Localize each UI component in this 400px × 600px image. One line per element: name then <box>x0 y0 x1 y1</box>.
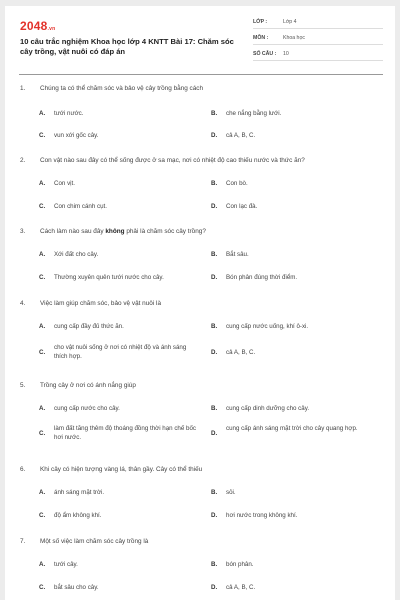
meta-row-subject <box>253 32 383 45</box>
question-number: 1. <box>20 85 26 92</box>
option-letter: B. <box>211 251 218 258</box>
option-letter: C. <box>39 430 46 437</box>
option-letter: D. <box>211 512 218 519</box>
question-number: 5. <box>20 382 26 389</box>
option-text: cung cấp dinh dưỡng cho cây. <box>226 405 310 412</box>
option-text: ánh sáng mặt trời. <box>54 489 105 496</box>
option-letter: A. <box>39 180 46 187</box>
question-number: 4. <box>20 300 26 307</box>
option-letter: D. <box>211 274 218 281</box>
meta-key: MÔN : <box>253 35 269 41</box>
meta-value: 10 <box>283 51 289 57</box>
option-text: độ ẩm không khí. <box>54 512 102 519</box>
option-letter: B. <box>211 405 218 412</box>
option-text: Con lạc đà. <box>226 203 258 210</box>
option-letter: C. <box>39 203 46 210</box>
option-text: Bón phân đúng thời điểm. <box>226 274 298 281</box>
meta-row-grade <box>253 16 383 29</box>
option-letter: D. <box>211 430 218 437</box>
meta-value: Lớp 4 <box>283 19 297 25</box>
meta-key: LỚP : <box>253 19 268 25</box>
option-letter: C. <box>39 512 46 519</box>
option-text: cung cấp đầy đủ thức ăn. <box>54 323 124 330</box>
option-text: cả A, B, C. <box>226 349 256 356</box>
option-text: Con vịt. <box>54 180 75 187</box>
option-text: cả A, B, C. <box>226 584 256 591</box>
option-letter: C. <box>39 584 46 591</box>
option-letter: B. <box>211 180 218 187</box>
question-text: Cách làm nào sau đây không phải là chăm sóc cây trồng? <box>40 228 206 235</box>
logo-number: 2048 <box>20 19 48 33</box>
option-letter: D. <box>211 349 218 356</box>
option-text: bắt sâu cho cây. <box>54 584 99 591</box>
option-letter: D. <box>211 203 218 210</box>
option-letter: A. <box>39 110 46 117</box>
option-letter: A. <box>39 405 46 412</box>
question-stem <box>20 85 203 92</box>
emphasis-text: không <box>105 228 125 235</box>
option-text: Bắt sâu. <box>226 251 249 258</box>
question-stem <box>20 157 305 164</box>
option-text: sỏi. <box>226 489 236 496</box>
option-text: làm đất tăng thêm độ thoáng đồng thời hạn chế bốc hơi nước. <box>54 425 197 441</box>
option-text: cung cấp ánh sáng mặt trời cho cây quang hợp. <box>226 425 358 432</box>
option-letter: A. <box>39 561 46 568</box>
option-letter: C. <box>39 349 46 356</box>
option-letter: B. <box>211 489 218 496</box>
option-text: bón phân. <box>226 561 254 568</box>
question-stem <box>20 466 202 473</box>
logo-domain: .vn <box>47 26 56 32</box>
option-letter: A. <box>39 251 46 258</box>
meta-value: Khoa học <box>283 35 305 41</box>
question-number: 6. <box>20 466 26 473</box>
question-text: Việc làm giúp chăm sóc, bảo vệ vật nuôi là <box>40 300 162 307</box>
option-letter: D. <box>211 132 218 139</box>
header-divider <box>19 74 383 75</box>
option-text: che nắng bằng lưới. <box>226 110 282 117</box>
question-number: 7. <box>20 538 26 545</box>
option-text: tưới nước. <box>54 110 84 117</box>
question-text: Khi cây có hiện tượng vàng lá, thân gầy. Cây có thể thiếu <box>40 466 203 473</box>
question-text: Chúng ta có thể chăm sóc và bảo vệ cây trồng bằng cách <box>40 85 204 92</box>
option-letter: B. <box>211 323 218 330</box>
meta-key: SỐ CÂU : <box>253 51 277 57</box>
question-number: 2. <box>20 157 26 164</box>
question-text: Một số việc làm chăm sóc cây trồng là <box>40 538 149 545</box>
question-stem <box>20 382 136 389</box>
option-text: Xới đất cho cây. <box>54 251 99 258</box>
question-stem <box>20 538 148 545</box>
question-text: Con vật nào sau đây có thể sống được ở sa mạc, nơi có nhiệt độ cao thiếu nước và thức ăn? <box>40 157 305 164</box>
option-letter: A. <box>39 489 46 496</box>
site-logo[interactable] <box>20 19 55 33</box>
document-header <box>5 6 395 68</box>
document-title: 10 câu trắc nghiệm Khoa học lớp 4 KNTT Bài 17: Chăm sóc cây trồng, vật nuôi có đáp án <box>20 37 234 56</box>
option-text: hơi nước trong không khí. <box>226 512 298 519</box>
question-stem <box>20 300 161 307</box>
meta-box <box>253 16 383 64</box>
meta-row-count <box>253 48 383 61</box>
option-text: vun xới gốc cây. <box>54 132 99 139</box>
option-text: Thường xuyên quên tưới nước cho cây. <box>54 274 164 281</box>
option-letter: C. <box>39 274 46 281</box>
option-text: cả A, B, C. <box>226 132 256 139</box>
option-letter: B. <box>211 110 218 117</box>
question-stem <box>20 228 206 235</box>
option-text: Con chim cánh cụt. <box>54 203 107 210</box>
option-letter: D. <box>211 584 218 591</box>
question-number: 3. <box>20 228 26 235</box>
option-letter: A. <box>39 323 46 330</box>
document-page <box>5 6 395 600</box>
option-letter: C. <box>39 132 46 139</box>
question-text: Trồng cây ở nơi có ánh nắng giúp <box>40 382 136 389</box>
option-text: cho vật nuôi sống ở nơi có nhiệt độ và ánh sáng thích hợp. <box>54 344 187 360</box>
option-text: Con bò. <box>226 180 248 187</box>
option-text: cung cấp nước cho cây. <box>54 405 120 412</box>
option-text: cung cấp nước uống, khí ô-xi. <box>226 323 309 330</box>
option-text: tưới cây. <box>54 561 78 568</box>
option-letter: B. <box>211 561 218 568</box>
